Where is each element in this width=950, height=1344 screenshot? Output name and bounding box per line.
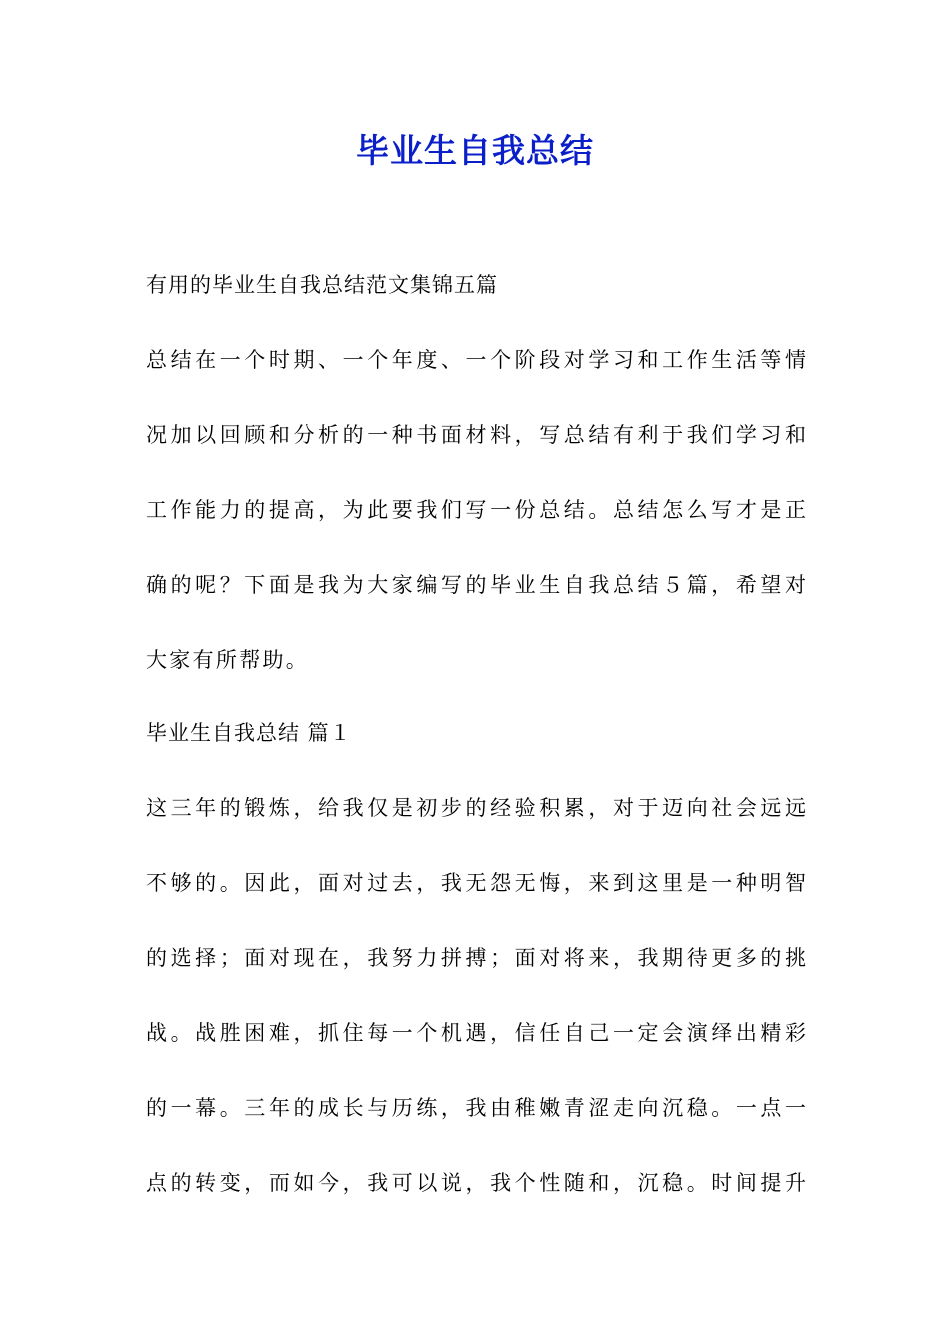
intro-line-3: 工作能力的提高，为此要我们写一份总结。总结怎么写才是正	[146, 498, 806, 522]
section-line-2: 不够的。因此，面对过去，我无怨无悔，来到这里是一种明智	[146, 871, 806, 895]
section-line-5: 的一幕。三年的成长与历练，我由稚嫩青涩走向沉稳。一点一	[146, 1096, 806, 1120]
intro-line-2: 况加以回顾和分析的一种书面材料，写总结有利于我们学习和	[146, 423, 806, 447]
document-subtitle: 有用的毕业生自我总结范文集锦五篇	[146, 273, 498, 297]
intro-line-1: 总结在一个时期、一个年度、一个阶段对学习和工作生活等情	[146, 348, 806, 372]
intro-line-5: 大家有所帮助。	[146, 648, 310, 672]
section-heading: 毕业生自我总结 篇１	[146, 721, 352, 745]
section-line-1: 这三年的锻炼，给我仅是初步的经验积累，对于迈向社会远远	[146, 796, 806, 820]
section-line-6: 点的转变，而如今，我可以说，我个性随和，沉稳。时间提升	[146, 1171, 806, 1195]
intro-line-4: 确的呢？下面是我为大家编写的毕业生自我总结５篇，希望对	[146, 573, 806, 597]
section-line-4: 战。战胜困难，抓住每一个机遇，信任自己一定会演绎出精彩	[146, 1021, 806, 1045]
document-title: 毕业生自我总结	[356, 131, 594, 170]
section-line-3: 的选择；面对现在，我努力拼搏；面对将来，我期待更多的挑	[146, 946, 806, 970]
